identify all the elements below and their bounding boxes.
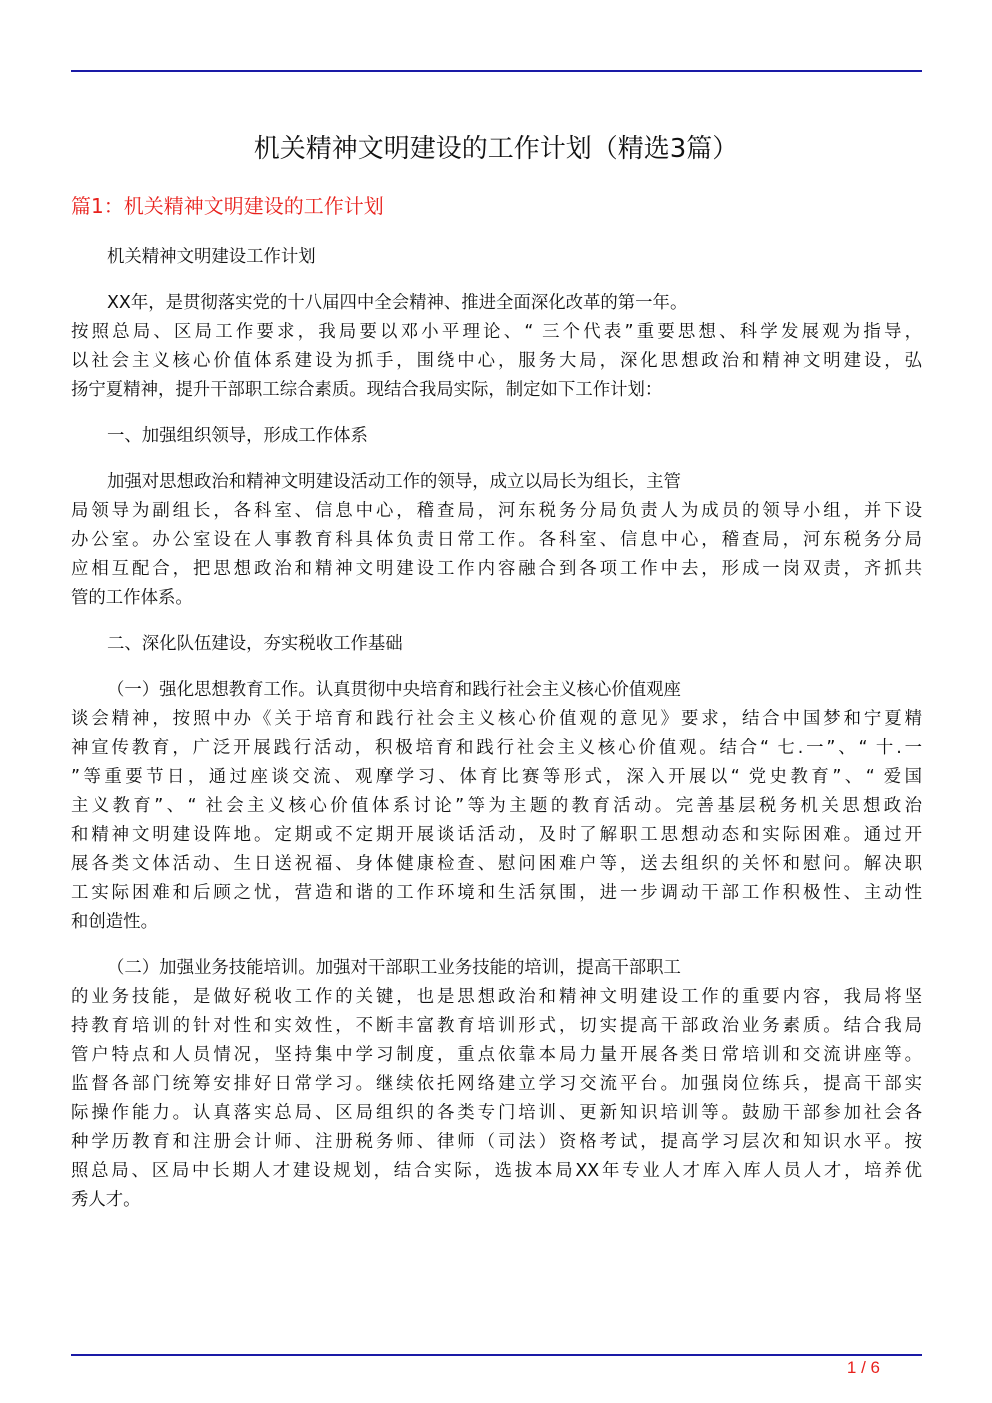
text-line: 工实际困难和后顾之忧，营造和谐的工作环境和生活氛围，进一步调动干部工作积极性、主动性 bbox=[71, 883, 922, 903]
paragraph-heading-2 bbox=[71, 630, 922, 659]
text-line: 照总局、区局中长期人才建设规划，结合实际，选拔本局XX年专业人才库入库人员人才，培养优 bbox=[71, 1161, 922, 1181]
text-line: 际操作能力。认真落实总局、区局组织的各类专门培训、更新知识培训等。鼓励干部参加社会各 bbox=[71, 1103, 922, 1123]
text-line: 按照总局、区局工作要求，我局要以邓小平理论、“ 三个代表”重要思想、科学发展观为指导， bbox=[71, 322, 922, 342]
text-line: 应相互配合，把思想政治和精神文明建设工作内容融合到各项工作中去，形成一岗双责，齐抓共 bbox=[71, 559, 922, 579]
section-heading: 篇1：机关精神文明建设的工作计划 bbox=[71, 194, 384, 218]
text-line: 谈会精神，按照中办《关于培育和践行社会主义核心价值观的意见》要求，结合中国梦和宁夏精 bbox=[71, 709, 922, 729]
paragraph-intro bbox=[71, 289, 922, 405]
text-line: 局领导为副组长，各科室、信息中心，稽查局，河东税务分局负责人为成员的领导小组，并下设 bbox=[71, 501, 922, 521]
document-title: 机关精神文明建设的工作计划（精选3篇） bbox=[253, 134, 739, 164]
text-line: 扬宁夏精神，提升干部职工综合素质。现结合我局实际，制定如下工作计划： bbox=[71, 380, 663, 400]
footer-rule bbox=[71, 1354, 922, 1356]
text-line: 办公室。办公室设在人事教育科具体负责日常工作。各科室、信息中心，稽查局，河东税务分局 bbox=[71, 530, 922, 550]
paragraph-organization bbox=[71, 468, 922, 613]
paragraph-heading-1 bbox=[71, 422, 922, 451]
text-line: 秀人才。 bbox=[71, 1190, 141, 1210]
text-line: 管的工作体系。 bbox=[71, 588, 193, 608]
text-line: 监督各部门统筹安排好日常学习。继续依托网络建立学习交流平台。加强岗位练兵，提高干部实 bbox=[71, 1074, 922, 1094]
header-rule bbox=[71, 70, 922, 72]
paragraph-subtitle bbox=[71, 243, 922, 272]
text-line: 加强对思想政治和精神文明建设活动工作的领导，成立以局长为组长，主管 bbox=[107, 472, 681, 492]
document-body bbox=[71, 243, 922, 1232]
text-line: 机关精神文明建设工作计划 bbox=[107, 247, 316, 267]
text-line: 主义教育”、“ 社会主义核心价值体系讨论”等为主题的教育活动。完善基层税务机关思想政治 bbox=[71, 796, 922, 816]
text-line: 神宣传教育，广泛开展践行活动，积极培育和践行社会主义核心价值观。结合“ 七.一”、“ 十.一 bbox=[71, 738, 922, 758]
text-line: 种学历教育和注册会计师、注册税务师、律师（司法）资格考试，提高学习层次和知识水平。按 bbox=[71, 1132, 922, 1152]
text-line: 和精神文明建设阵地。定期或不定期开展谈话活动，及时了解职工思想动态和实际困难。通过开 bbox=[71, 825, 922, 845]
text-line: 的业务技能，是做好税收工作的关键，也是思想政治和精神文明建设工作的重要内容，我局将坚 bbox=[71, 987, 922, 1007]
text-line: 二、深化队伍建设，夯实税收工作基础 bbox=[107, 634, 403, 654]
text-line: （二）加强业务技能培训。加强对干部职工业务技能的培训，提高干部职工 bbox=[107, 958, 681, 978]
text-line: 展各类文体活动、生日送祝福、身体健康检查、慰问困难户等，送去组织的关怀和慰问。解决职 bbox=[71, 854, 922, 874]
page-indicator: 1 / 6 bbox=[846, 1358, 880, 1377]
text-line: 一、加强组织领导，形成工作体系 bbox=[107, 426, 368, 446]
text-line: （一）强化思想教育工作。认真贯彻中央培育和践行社会主义核心价值观座 bbox=[107, 680, 681, 700]
text-line: 和创造性。 bbox=[71, 912, 158, 932]
paragraph-skills-training bbox=[71, 954, 922, 1215]
text-line: 持教育培训的针对性和实效性，不断丰富教育培训形式，切实提高干部政治业务素质。结合我局 bbox=[71, 1016, 922, 1036]
text-line: 管户特点和人员情况，坚持集中学习制度，重点依靠本局力量开展各类日常培训和交流讲座等。 bbox=[71, 1045, 922, 1065]
paragraph-ideology-education bbox=[71, 676, 922, 937]
text-line: XX年，是贯彻落实党的十八届四中全会精神、推进全面深化改革的第一年。 bbox=[107, 293, 688, 313]
text-line: ”等重要节日，通过座谈交流、观摩学习、体育比赛等形式，深入开展以“ 党史教育”、“ 爱国 bbox=[71, 767, 922, 787]
text-line: 以社会主义核心价值体系建设为抓手，围绕中心，服务大局，深化思想政治和精神文明建设，弘 bbox=[71, 351, 922, 371]
